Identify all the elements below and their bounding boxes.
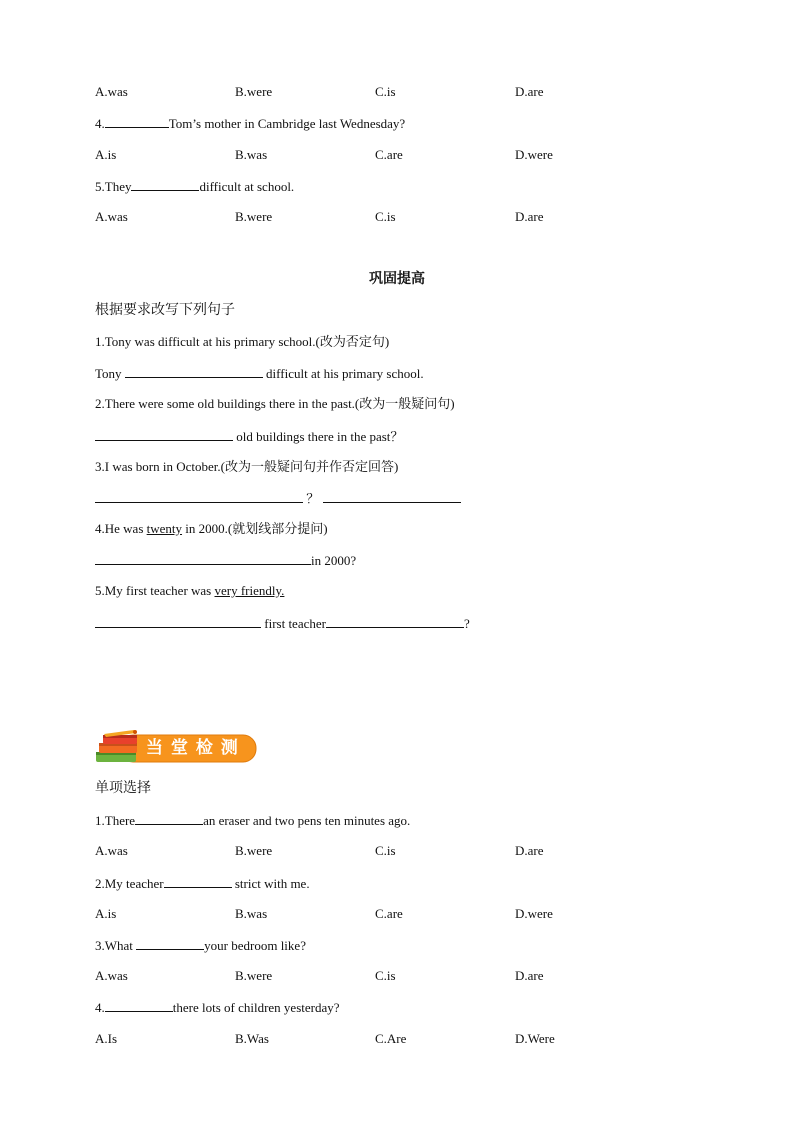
answer-blank[interactable] [135,812,203,825]
option-a: A.is [95,147,117,162]
answer-blank[interactable] [131,178,199,191]
option-c: C.Are [375,1031,407,1046]
rewrite-answer-5 [95,615,470,632]
option-d: D.were [515,906,553,921]
answer-blank[interactable] [105,999,173,1012]
option-b: B.were [235,968,273,983]
question-stem: 3.What [95,938,133,953]
question-text: strict with me. [234,876,310,891]
answer-blank[interactable] [136,937,204,950]
question-mark: ？ [306,491,320,506]
option-a: A.was [95,209,128,224]
answer-blank[interactable] [164,875,232,888]
option-c: C.is [375,968,396,983]
section-instruction: 根据要求改写下列句子 [95,303,235,318]
option-d: D.are [515,843,544,858]
option-d: D.Were [515,1031,555,1046]
section-banner [94,728,260,768]
mc-question-4 [95,999,340,1016]
option-c: C.are [375,906,403,921]
question-stem: 5.They [95,179,132,194]
option-b: B.was [235,147,268,162]
rewrite-sentence-3: 3.I was born in October.(改为一般疑问句并作否定回答) [95,459,399,474]
question-text: an eraser and two pens ten minutes ago. [203,813,411,828]
answer-blank[interactable] [95,552,311,565]
question-4 [95,115,405,132]
answer-suffix: ? [463,616,470,631]
option-a: A.was [95,968,128,983]
option-b: B.were [235,843,273,858]
option-b: B.Was [235,1031,269,1046]
option-b: B.were [235,209,273,224]
rewrite-sentence-4 [95,521,328,537]
rewrite-answer-2 [95,428,403,445]
underlined-word: twenty [146,521,183,536]
question-stem: 2.My teacher [95,876,164,891]
banner-title: 当 堂 检 测 [146,738,239,758]
question-stem: 1.There [95,813,136,828]
rewrite-answer-1 [95,365,424,382]
option-a: A.was [95,843,128,858]
section-instruction: 单项选择 [95,781,151,796]
sentence-text: 5.My first teacher was [95,583,215,598]
option-d: D.are [515,968,544,983]
rewrite-sentence-1: 1.Tony was difficult at his primary school.(改为否定句) [95,334,390,349]
section-title: 巩固提高 [369,272,425,287]
rewrite-sentence-2: 2.There were some old buildings there in the past.(改为一般疑问句) [95,396,455,411]
option-c: C.is [375,209,396,224]
answer-prefix: Tony [95,366,122,381]
option-d: D.are [515,209,544,224]
option-b: B.was [235,906,268,921]
answer-suffix: difficult at his primary school. [266,366,424,381]
option-c: C.is [375,843,396,858]
answer-blank[interactable] [326,615,464,628]
question-text: there lots of children yesterday? [172,1000,340,1015]
answer-blank[interactable] [125,365,263,378]
option-c: C.are [375,147,403,162]
question-5 [95,178,294,195]
sentence-text: in 2000.(就划线部分提问) [182,521,328,536]
answer-blank[interactable] [95,428,233,441]
rewrite-answer-4 [95,552,356,569]
option-c: C.is [375,84,396,99]
answer-blank[interactable] [95,490,303,503]
mc-question-3 [95,937,306,954]
answer-suffix: in 2000? [311,553,357,568]
mc-question-2 [95,875,310,892]
answer-suffix: old buildings there in the past？ [236,429,404,444]
option-a: A.is [95,906,117,921]
rewrite-sentence-5 [95,583,284,599]
answer-blank[interactable] [323,490,461,503]
question-text: Tom’s mother in Cambridge last Wednesday? [168,116,406,131]
option-d: D.are [515,84,544,99]
option-d: D.were [515,147,553,162]
underlined-phrase: very friendly. [214,583,285,598]
option-b: B.were [235,84,273,99]
answer-blank[interactable] [95,615,261,628]
option-a: A.Is [95,1031,118,1046]
rewrite-answer-3 [95,490,461,507]
option-a: A.was [95,84,128,99]
answer-blank[interactable] [105,115,169,128]
question-text: difficult at school. [199,179,295,194]
sentence-text: 4.He was [95,521,147,536]
question-text: your bedroom like? [204,938,306,953]
question-stem: 4. [95,1000,105,1015]
answer-middle: first teacher [264,616,326,631]
mc-question-1 [95,812,410,829]
question-number: 4. [95,116,105,131]
